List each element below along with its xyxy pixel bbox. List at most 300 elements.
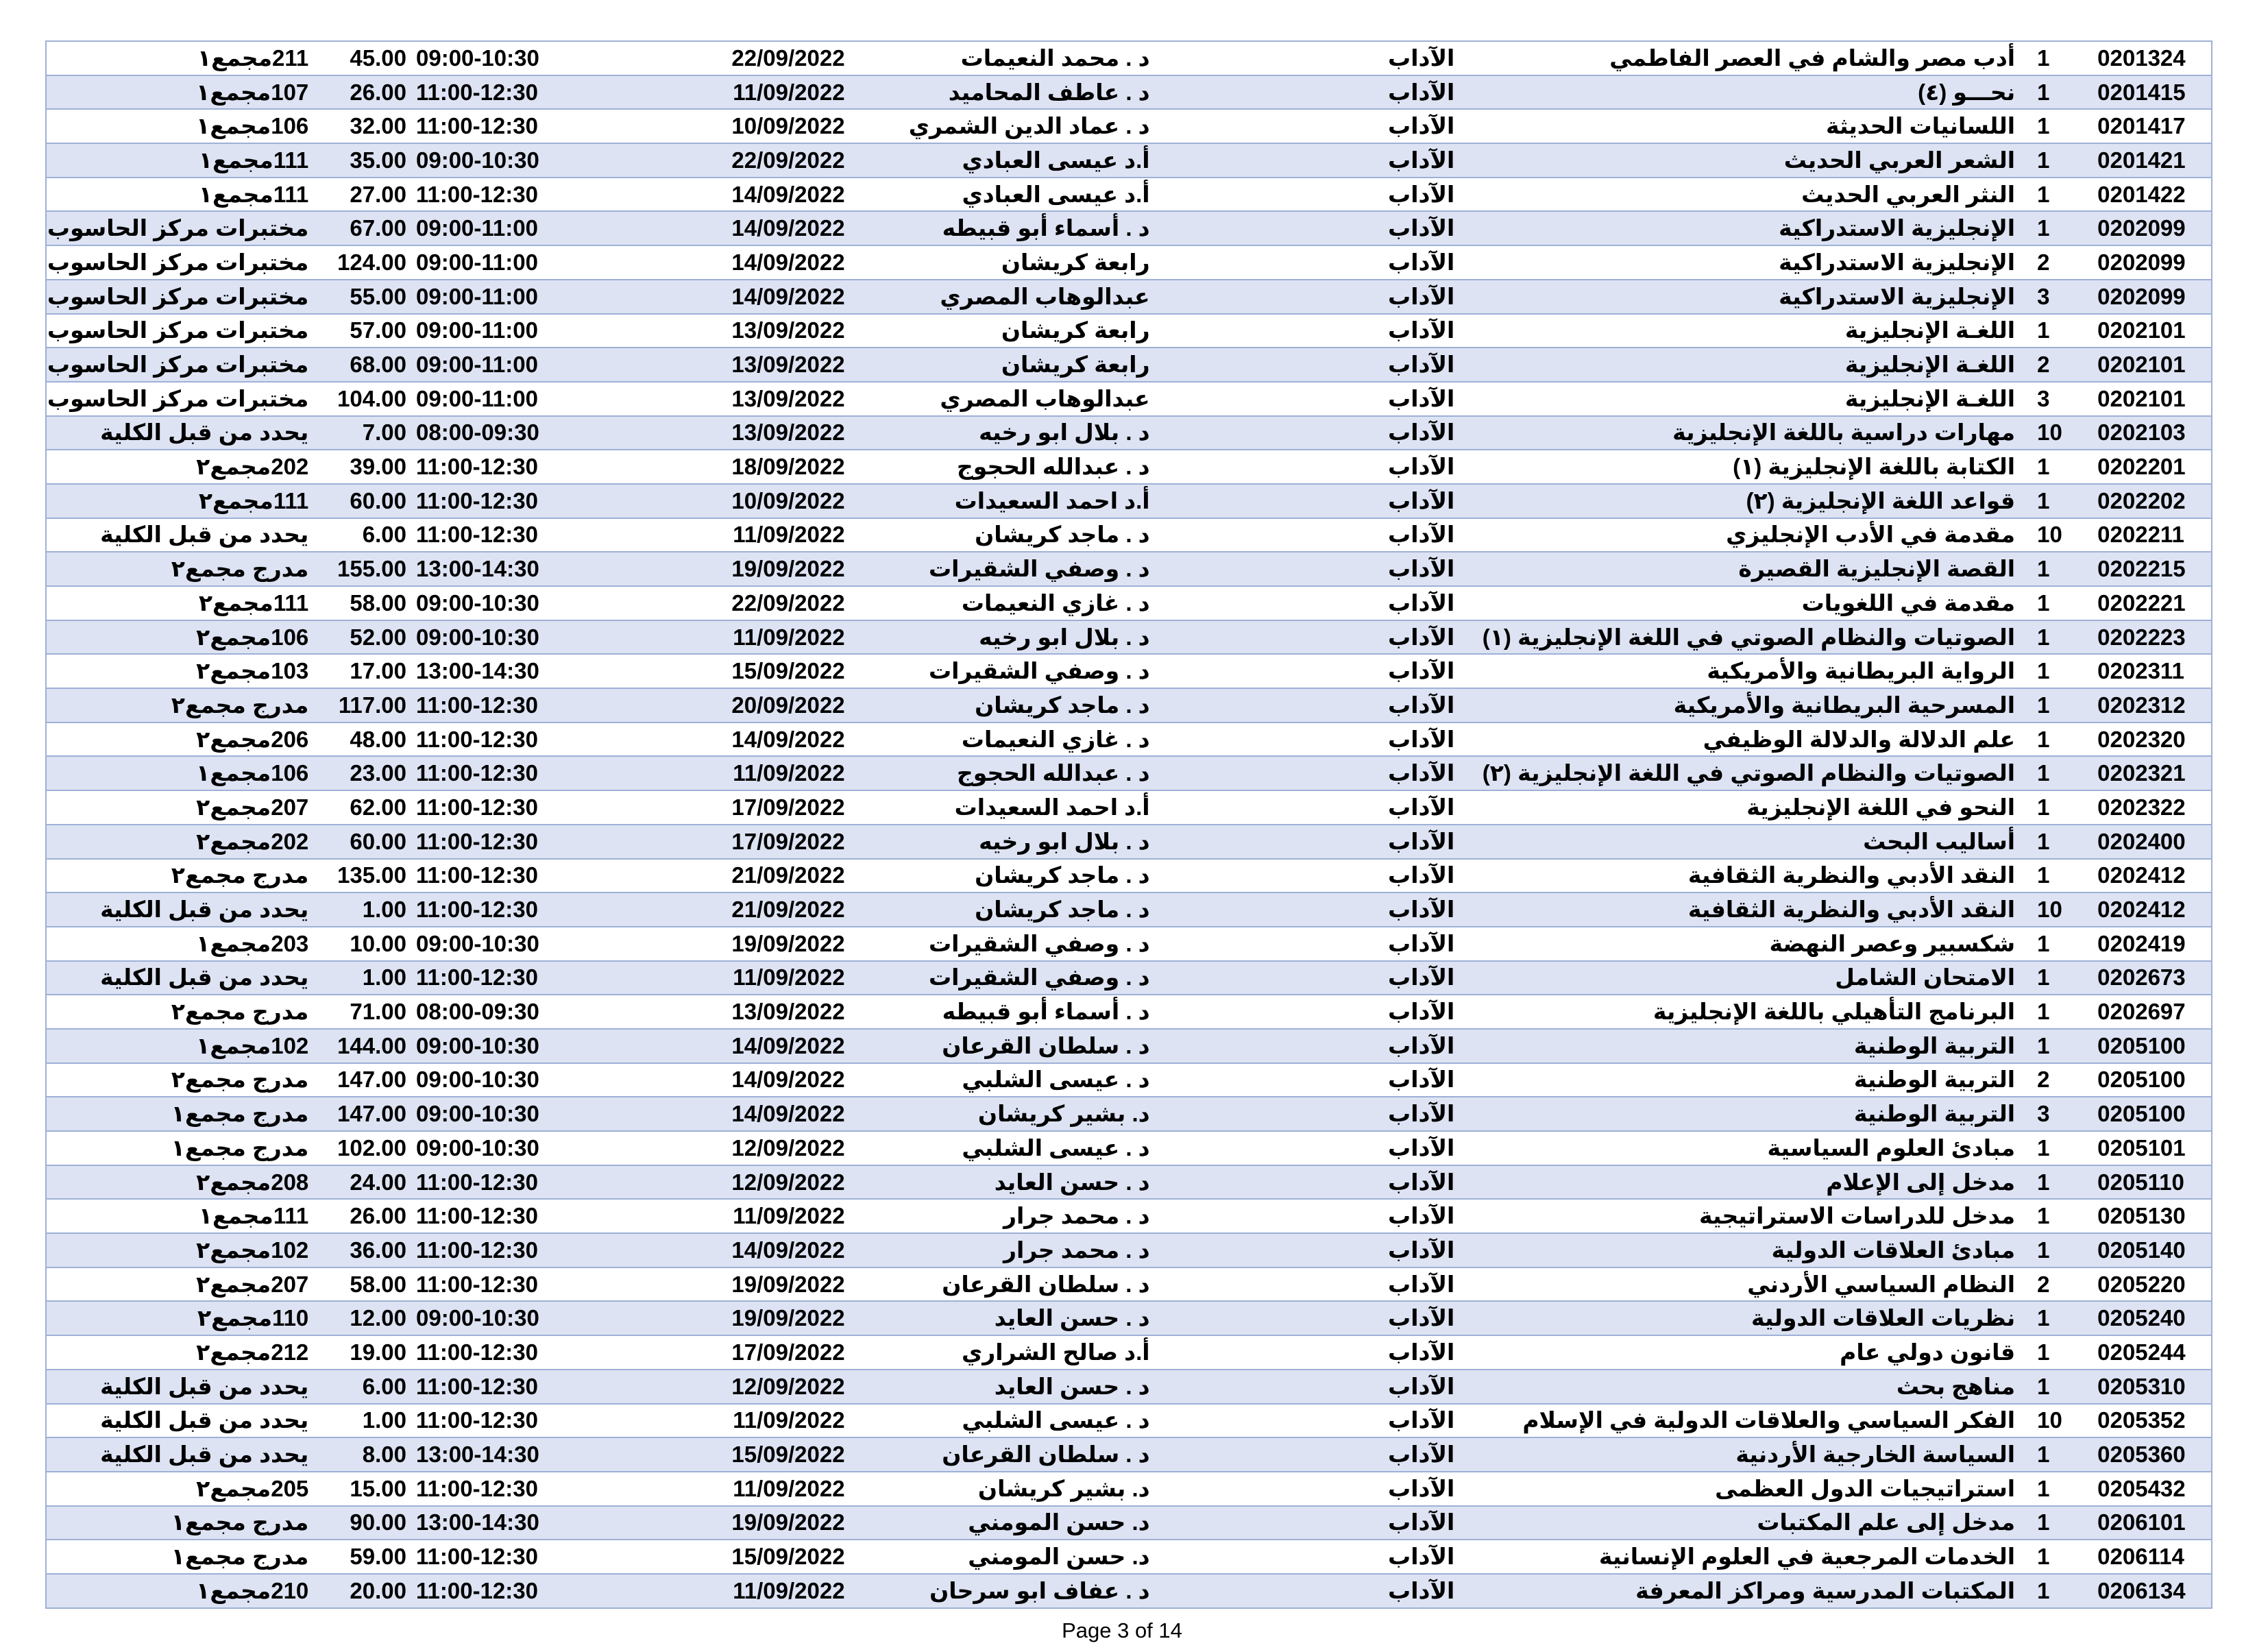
student-count-cell: 57.00 <box>314 314 411 348</box>
section-cell: 3 <box>2027 382 2082 416</box>
table-row <box>46 1404 2212 1438</box>
student-count-cell: 60.00 <box>314 484 411 518</box>
student-count-cell: 19.00 <box>314 1335 411 1370</box>
exam-date-cell: 13/09/2022 <box>587 382 865 416</box>
instructor-cell: د . عبدالله الحجوج <box>866 450 1165 484</box>
faculty-cell: الآداب <box>1165 484 1463 518</box>
section-cell: 1 <box>2027 1199 2082 1233</box>
exam-date-cell: 13/09/2022 <box>587 995 865 1029</box>
student-count-cell: 59.00 <box>314 1540 411 1574</box>
course-code-cell: 0205101 <box>2082 1131 2212 1165</box>
student-count-cell: 26.00 <box>314 1199 411 1233</box>
exam-room-cell: مدرج مجمع١ <box>46 1097 314 1131</box>
course-code-cell: 0202697 <box>2082 995 2212 1029</box>
instructor-cell: د . حسن العايد <box>866 1165 1165 1200</box>
course-code-cell: 0205244 <box>2082 1335 2212 1370</box>
faculty-cell: الآداب <box>1165 1574 1463 1608</box>
course-code-cell: 0202201 <box>2082 450 2212 484</box>
student-count-cell: 67.00 <box>314 211 411 245</box>
instructor-cell: د. بشير كريشان <box>866 1097 1165 1131</box>
table-row <box>46 245 2212 280</box>
instructor-cell: د. حسن المومني <box>866 1506 1165 1540</box>
exam-date-cell: 11/09/2022 <box>587 75 865 110</box>
exam-room-cell: 211مجمع١ <box>46 41 314 75</box>
section-cell: 1 <box>2027 586 2082 620</box>
section-cell: 1 <box>2027 1506 2082 1540</box>
student-count-cell: 124.00 <box>314 245 411 280</box>
exam-room-cell: 111مجمع١ <box>46 1199 314 1233</box>
section-cell: 1 <box>2027 995 2082 1029</box>
exam-time-cell: 11:00-12:30 <box>411 1165 587 1200</box>
section-cell: 1 <box>2027 1233 2082 1267</box>
student-count-cell: 1.00 <box>314 961 411 995</box>
course-code-cell: 0202101 <box>2082 382 2212 416</box>
faculty-cell: الآداب <box>1165 314 1463 348</box>
table-row <box>46 1131 2212 1165</box>
exam-room-cell: مختبرات مركز الحاسوب <box>46 314 314 348</box>
exam-room-cell: 103مجمع٢ <box>46 654 314 688</box>
course-code-cell: 0205352 <box>2082 1404 2212 1438</box>
instructor-cell: د . محمد جرار <box>866 1199 1165 1233</box>
student-count-cell: 102.00 <box>314 1131 411 1165</box>
faculty-cell: الآداب <box>1165 620 1463 655</box>
faculty-cell: الآداب <box>1165 109 1463 143</box>
table-row <box>46 484 2212 518</box>
section-cell: 1 <box>2027 178 2082 212</box>
exam-date-cell: 11/09/2022 <box>587 756 865 790</box>
instructor-cell: د . بلال ابو رخيه <box>866 416 1165 450</box>
course-code-cell: 0202103 <box>2082 416 2212 450</box>
faculty-cell: الآداب <box>1165 518 1463 552</box>
table-row <box>46 756 2212 790</box>
exam-date-cell: 17/09/2022 <box>587 825 865 859</box>
course-code-cell: 0201415 <box>2082 75 2212 110</box>
student-count-cell: 48.00 <box>314 722 411 757</box>
exam-room-cell: 205مجمع٢ <box>46 1472 314 1506</box>
exam-date-cell: 11/09/2022 <box>587 620 865 655</box>
instructor-cell: أ.د احمد السعيدات <box>866 790 1165 825</box>
table-row <box>46 75 2212 110</box>
course-name-cell: البرنامج التأهيلي باللغة الإنجليزية <box>1463 995 2027 1029</box>
faculty-cell: الآداب <box>1165 722 1463 757</box>
course-name-cell: النثر العربي الحديث <box>1463 178 2027 212</box>
faculty-cell: الآداب <box>1165 1097 1463 1131</box>
table-row <box>46 1267 2212 1302</box>
exam-date-cell: 19/09/2022 <box>587 552 865 586</box>
student-count-cell: 12.00 <box>314 1301 411 1335</box>
section-cell: 1 <box>2027 41 2082 75</box>
section-cell: 1 <box>2027 1335 2082 1370</box>
instructor-cell: أ.د احمد السعيدات <box>866 484 1165 518</box>
exam-time-cell: 11:00-12:30 <box>411 1574 587 1608</box>
instructor-cell: رابعة كريشان <box>866 245 1165 280</box>
student-count-cell: 60.00 <box>314 825 411 859</box>
exam-time-cell: 09:00-11:00 <box>411 348 587 382</box>
exam-room-cell: يحدد من قبل الكلية <box>46 892 314 927</box>
faculty-cell: الآداب <box>1165 1131 1463 1165</box>
exam-room-cell: 106مجمع١ <box>46 109 314 143</box>
faculty-cell: الآداب <box>1165 1437 1463 1472</box>
course-code-cell: 0202312 <box>2082 688 2212 722</box>
student-count-cell: 23.00 <box>314 756 411 790</box>
section-cell: 1 <box>2027 1165 2082 1200</box>
student-count-cell: 135.00 <box>314 859 411 893</box>
faculty-cell: الآداب <box>1165 75 1463 110</box>
faculty-cell: الآداب <box>1165 995 1463 1029</box>
faculty-cell: الآداب <box>1165 1063 1463 1097</box>
student-count-cell: 1.00 <box>314 892 411 927</box>
exam-date-cell: 22/09/2022 <box>587 586 865 620</box>
table-row <box>46 722 2212 757</box>
exam-time-cell: 09:00-11:00 <box>411 314 587 348</box>
table-row <box>46 1301 2212 1335</box>
exam-room-cell: مدرج مجمع١ <box>46 1131 314 1165</box>
section-cell: 2 <box>2027 348 2082 382</box>
student-count-cell: 24.00 <box>314 1165 411 1200</box>
course-name-cell: نحـــو (٤) <box>1463 75 2027 110</box>
course-name-cell: الصوتيات والنظام الصوتي في اللغة الإنجليزية (١) <box>1463 620 2027 655</box>
exam-room-cell: 207مجمع٢ <box>46 790 314 825</box>
table-row <box>46 1574 2212 1608</box>
faculty-cell: الآداب <box>1165 1335 1463 1370</box>
exam-room-cell: مختبرات مركز الحاسوب <box>46 245 314 280</box>
instructor-cell: د . سلطان القرعان <box>866 1267 1165 1302</box>
table-row <box>46 178 2212 212</box>
section-cell: 1 <box>2027 552 2082 586</box>
course-name-cell: المكتبات المدرسية ومراكز المعرفة <box>1463 1574 2027 1608</box>
table-row <box>46 1029 2212 1063</box>
table-row <box>46 143 2212 178</box>
table-row <box>46 382 2212 416</box>
exam-time-cell: 08:00-09:30 <box>411 995 587 1029</box>
instructor-cell: د . عيسى الشلبي <box>866 1063 1165 1097</box>
section-cell: 1 <box>2027 790 2082 825</box>
exam-date-cell: 15/09/2022 <box>587 1437 865 1472</box>
faculty-cell: الآداب <box>1165 790 1463 825</box>
student-count-cell: 117.00 <box>314 688 411 722</box>
faculty-cell: الآداب <box>1165 1267 1463 1302</box>
exam-room-cell: مدرج مجمع٢ <box>46 995 314 1029</box>
course-code-cell: 0206134 <box>2082 1574 2212 1608</box>
student-count-cell: 26.00 <box>314 75 411 110</box>
table-row <box>46 1335 2212 1370</box>
student-count-cell: 10.00 <box>314 927 411 961</box>
exam-time-cell: 11:00-12:30 <box>411 518 587 552</box>
exam-time-cell: 09:00-11:00 <box>411 382 587 416</box>
instructor-cell: د. حسن المومني <box>866 1540 1165 1574</box>
exam-date-cell: 10/09/2022 <box>587 484 865 518</box>
exam-room-cell: يحدد من قبل الكلية <box>46 1437 314 1472</box>
student-count-cell: 39.00 <box>314 450 411 484</box>
faculty-cell: الآداب <box>1165 1233 1463 1267</box>
student-count-cell: 90.00 <box>314 1506 411 1540</box>
exam-time-cell: 11:00-12:30 <box>411 1404 587 1438</box>
exam-room-cell: يحدد من قبل الكلية <box>46 416 314 450</box>
exam-room-cell: يحدد من قبل الكلية <box>46 518 314 552</box>
course-code-cell: 0201422 <box>2082 178 2212 212</box>
instructor-cell: عبدالوهاب المصري <box>866 280 1165 314</box>
exam-time-cell: 11:00-12:30 <box>411 75 587 110</box>
exam-time-cell: 11:00-12:30 <box>411 756 587 790</box>
course-name-cell: علم الدلالة والدلالة الوظيفي <box>1463 722 2027 757</box>
exam-time-cell: 11:00-12:30 <box>411 484 587 518</box>
student-count-cell: 147.00 <box>314 1063 411 1097</box>
instructor-cell: د . سلطان القرعان <box>866 1437 1165 1472</box>
course-name-cell: التربية الوطنية <box>1463 1097 2027 1131</box>
section-cell: 1 <box>2027 654 2082 688</box>
student-count-cell: 58.00 <box>314 1267 411 1302</box>
instructor-cell: أ.د عيسى العبادي <box>866 178 1165 212</box>
exam-time-cell: 11:00-12:30 <box>411 1233 587 1267</box>
exam-date-cell: 12/09/2022 <box>587 1165 865 1200</box>
instructor-cell: د . وصفي الشقيرات <box>866 552 1165 586</box>
instructor-cell: د . ماجد كريشان <box>866 892 1165 927</box>
course-code-cell: 0205240 <box>2082 1301 2212 1335</box>
exam-time-cell: 09:00-10:30 <box>411 1063 587 1097</box>
exam-date-cell: 19/09/2022 <box>587 1506 865 1540</box>
instructor-cell: د . محمد جرار <box>866 1233 1165 1267</box>
exam-time-cell: 11:00-12:30 <box>411 961 587 995</box>
exam-room-cell: مختبرات مركز الحاسوب <box>46 211 314 245</box>
instructor-cell: د . عبدالله الحجوج <box>866 756 1165 790</box>
course-code-cell: 0205360 <box>2082 1437 2212 1472</box>
section-cell: 10 <box>2027 892 2082 927</box>
course-code-cell: 0202673 <box>2082 961 2212 995</box>
section-cell: 1 <box>2027 75 2082 110</box>
instructor-cell: د . عيسى الشلبي <box>866 1404 1165 1438</box>
exam-time-cell: 11:00-12:30 <box>411 1267 587 1302</box>
exam-date-cell: 18/09/2022 <box>587 450 865 484</box>
student-count-cell: 20.00 <box>314 1574 411 1608</box>
section-cell: 1 <box>2027 1301 2082 1335</box>
course-name-cell: أساليب البحث <box>1463 825 2027 859</box>
section-cell: 10 <box>2027 416 2082 450</box>
section-cell: 1 <box>2027 314 2082 348</box>
exam-room-cell: 207مجمع٢ <box>46 1267 314 1302</box>
exam-date-cell: 15/09/2022 <box>587 1540 865 1574</box>
exam-room-cell: 203مجمع١ <box>46 927 314 961</box>
exam-time-cell: 11:00-12:30 <box>411 1472 587 1506</box>
faculty-cell: الآداب <box>1165 892 1463 927</box>
course-name-cell: النقد الأدبي والنظرية الثقافية <box>1463 892 2027 927</box>
section-cell: 1 <box>2027 1574 2082 1608</box>
exam-time-cell: 09:00-10:30 <box>411 1301 587 1335</box>
instructor-cell: د . بلال ابو رخيه <box>866 825 1165 859</box>
course-code-cell: 0202101 <box>2082 314 2212 348</box>
instructor-cell: د. بشير كريشان <box>866 1472 1165 1506</box>
course-code-cell: 0202211 <box>2082 518 2212 552</box>
section-cell: 1 <box>2027 450 2082 484</box>
course-name-cell: الصوتيات والنظام الصوتي في اللغة الإنجليزية (٢) <box>1463 756 2027 790</box>
course-code-cell: 0205100 <box>2082 1097 2212 1131</box>
course-name-cell: مقدمة في الأدب الإنجليزي <box>1463 518 2027 552</box>
course-code-cell: 0205110 <box>2082 1165 2212 1200</box>
course-name-cell: الإنجليزية الاستدراكية <box>1463 211 2027 245</box>
section-cell: 1 <box>2027 1131 2082 1165</box>
exam-time-cell: 09:00-10:30 <box>411 143 587 178</box>
course-code-cell: 0202101 <box>2082 348 2212 382</box>
course-name-cell: الكتابة باللغة الإنجليزية (١) <box>1463 450 2027 484</box>
section-cell: 3 <box>2027 1097 2082 1131</box>
course-code-cell: 0202202 <box>2082 484 2212 518</box>
exam-time-cell: 11:00-12:30 <box>411 859 587 893</box>
section-cell: 1 <box>2027 620 2082 655</box>
faculty-cell: الآداب <box>1165 211 1463 245</box>
student-count-cell: 6.00 <box>314 518 411 552</box>
section-cell: 1 <box>2027 688 2082 722</box>
faculty-cell: الآداب <box>1165 1301 1463 1335</box>
instructor-cell: د . ماجد كريشان <box>866 859 1165 893</box>
exam-time-cell: 09:00-11:00 <box>411 280 587 314</box>
exam-time-cell: 09:00-10:30 <box>411 620 587 655</box>
table-row <box>46 1063 2212 1097</box>
course-name-cell: مدخل للدراسات الاستراتيجية <box>1463 1199 2027 1233</box>
course-name-cell: مناهج بحث <box>1463 1370 2027 1404</box>
course-code-cell: 0205100 <box>2082 1029 2212 1063</box>
table-row <box>46 1472 2212 1506</box>
faculty-cell: الآداب <box>1165 688 1463 722</box>
instructor-cell: د . وصفي الشقيرات <box>866 961 1165 995</box>
exam-time-cell: 11:00-12:30 <box>411 688 587 722</box>
exam-room-cell: مختبرات مركز الحاسوب <box>46 382 314 416</box>
exam-room-cell: 102مجمع٢ <box>46 1233 314 1267</box>
exam-room-cell: 111مجمع٢ <box>46 484 314 518</box>
course-code-cell: 0205130 <box>2082 1199 2212 1233</box>
course-code-cell: 0202412 <box>2082 892 2212 927</box>
table-row <box>46 348 2212 382</box>
exam-date-cell: 14/09/2022 <box>587 178 865 212</box>
course-code-cell: 0202099 <box>2082 280 2212 314</box>
student-count-cell: 62.00 <box>314 790 411 825</box>
course-name-cell: الإنجليزية الاستدراكية <box>1463 280 2027 314</box>
student-count-cell: 17.00 <box>314 654 411 688</box>
student-count-cell: 155.00 <box>314 552 411 586</box>
course-code-cell: 0205432 <box>2082 1472 2212 1506</box>
exam-room-cell: يحدد من قبل الكلية <box>46 961 314 995</box>
table-row <box>46 688 2212 722</box>
exam-date-cell: 14/09/2022 <box>587 1233 865 1267</box>
section-cell: 1 <box>2027 927 2082 961</box>
table-row <box>46 518 2212 552</box>
exam-date-cell: 22/09/2022 <box>587 143 865 178</box>
section-cell: 1 <box>2027 1540 2082 1574</box>
section-cell: 2 <box>2027 1267 2082 1302</box>
exam-time-cell: 11:00-12:30 <box>411 1370 587 1404</box>
exam-time-cell: 11:00-12:30 <box>411 825 587 859</box>
section-cell: 1 <box>2027 484 2082 518</box>
student-count-cell: 55.00 <box>314 280 411 314</box>
section-cell: 1 <box>2027 1437 2082 1472</box>
table-row <box>46 892 2212 927</box>
exam-room-cell: 210مجمع١ <box>46 1574 314 1608</box>
exam-date-cell: 13/09/2022 <box>587 348 865 382</box>
instructor-cell: د . ماجد كريشان <box>866 688 1165 722</box>
course-name-cell: قواعد اللغة الإنجليزية (٢) <box>1463 484 2027 518</box>
course-code-cell: 0201417 <box>2082 109 2212 143</box>
exam-room-cell: مختبرات مركز الحاسوب <box>46 280 314 314</box>
student-count-cell: 68.00 <box>314 348 411 382</box>
table-row <box>46 620 2212 655</box>
section-cell: 1 <box>2027 1029 2082 1063</box>
course-code-cell: 0201324 <box>2082 41 2212 75</box>
exam-room-cell: مدرج مجمع١ <box>46 1540 314 1574</box>
course-code-cell: 0206101 <box>2082 1506 2212 1540</box>
exam-time-cell: 11:00-12:30 <box>411 892 587 927</box>
course-name-cell: الرواية البريطانية والأمريكية <box>1463 654 2027 688</box>
exam-time-cell: 11:00-12:30 <box>411 109 587 143</box>
faculty-cell: الآداب <box>1165 825 1463 859</box>
table-row <box>46 654 2212 688</box>
course-name-cell: الخدمات المرجعية في العلوم الإنسانية <box>1463 1540 2027 1574</box>
exam-room-cell: 208مجمع٢ <box>46 1165 314 1200</box>
student-count-cell: 1.00 <box>314 1404 411 1438</box>
exam-time-cell: 11:00-12:30 <box>411 1540 587 1574</box>
exam-time-cell: 09:00-10:30 <box>411 927 587 961</box>
exam-date-cell: 13/09/2022 <box>587 314 865 348</box>
exam-schedule-body <box>46 41 2212 1608</box>
exam-date-cell: 19/09/2022 <box>587 1301 865 1335</box>
section-cell: 3 <box>2027 280 2082 314</box>
course-name-cell: أدب مصر والشام في العصر الفاطمي <box>1463 41 2027 75</box>
table-row <box>46 825 2212 859</box>
section-cell: 1 <box>2027 1370 2082 1404</box>
table-row <box>46 109 2212 143</box>
table-row <box>46 1165 2212 1200</box>
course-code-cell: 0202311 <box>2082 654 2212 688</box>
faculty-cell: الآداب <box>1165 756 1463 790</box>
course-name-cell: نظريات العلاقات الدولية <box>1463 1301 2027 1335</box>
course-name-cell: التربية الوطنية <box>1463 1063 2027 1097</box>
exam-room-cell: 106مجمع١ <box>46 756 314 790</box>
table-row <box>46 995 2212 1029</box>
course-name-cell: النظام السياسي الأردني <box>1463 1267 2027 1302</box>
faculty-cell: الآداب <box>1165 143 1463 178</box>
exam-time-cell: 09:00-10:30 <box>411 586 587 620</box>
student-count-cell: 35.00 <box>314 143 411 178</box>
faculty-cell: الآداب <box>1165 1506 1463 1540</box>
course-name-cell: الامتحان الشامل <box>1463 961 2027 995</box>
course-code-cell: 0202412 <box>2082 859 2212 893</box>
student-count-cell: 32.00 <box>314 109 411 143</box>
student-count-cell: 45.00 <box>314 41 411 75</box>
exam-room-cell: مدرج مجمع١ <box>46 1506 314 1540</box>
student-count-cell: 71.00 <box>314 995 411 1029</box>
student-count-cell: 36.00 <box>314 1233 411 1267</box>
course-name-cell: النحو في اللغة الإنجليزية <box>1463 790 2027 825</box>
exam-time-cell: 08:00-09:30 <box>411 416 587 450</box>
exam-time-cell: 09:00-10:30 <box>411 1131 587 1165</box>
exam-room-cell: 111مجمع١ <box>46 143 314 178</box>
table-row <box>46 859 2212 893</box>
course-name-cell: شكسبير وعصر النهضة <box>1463 927 2027 961</box>
course-name-cell: مبادئ العلاقات الدولية <box>1463 1233 2027 1267</box>
section-cell: 2 <box>2027 1063 2082 1097</box>
section-cell: 1 <box>2027 143 2082 178</box>
table-row <box>46 1233 2212 1267</box>
instructor-cell: د . غازي النعيمات <box>866 722 1165 757</box>
exam-room-cell: 202مجمع٢ <box>46 825 314 859</box>
faculty-cell: الآداب <box>1165 1540 1463 1574</box>
course-code-cell: 0202320 <box>2082 722 2212 757</box>
table-row <box>46 1540 2212 1574</box>
table-row <box>46 961 2212 995</box>
exam-date-cell: 21/09/2022 <box>587 892 865 927</box>
exam-room-cell: 111مجمع٢ <box>46 586 314 620</box>
exam-room-cell: 107مجمع١ <box>46 75 314 110</box>
course-code-cell: 0202322 <box>2082 790 2212 825</box>
exam-date-cell: 19/09/2022 <box>587 927 865 961</box>
exam-date-cell: 17/09/2022 <box>587 1335 865 1370</box>
